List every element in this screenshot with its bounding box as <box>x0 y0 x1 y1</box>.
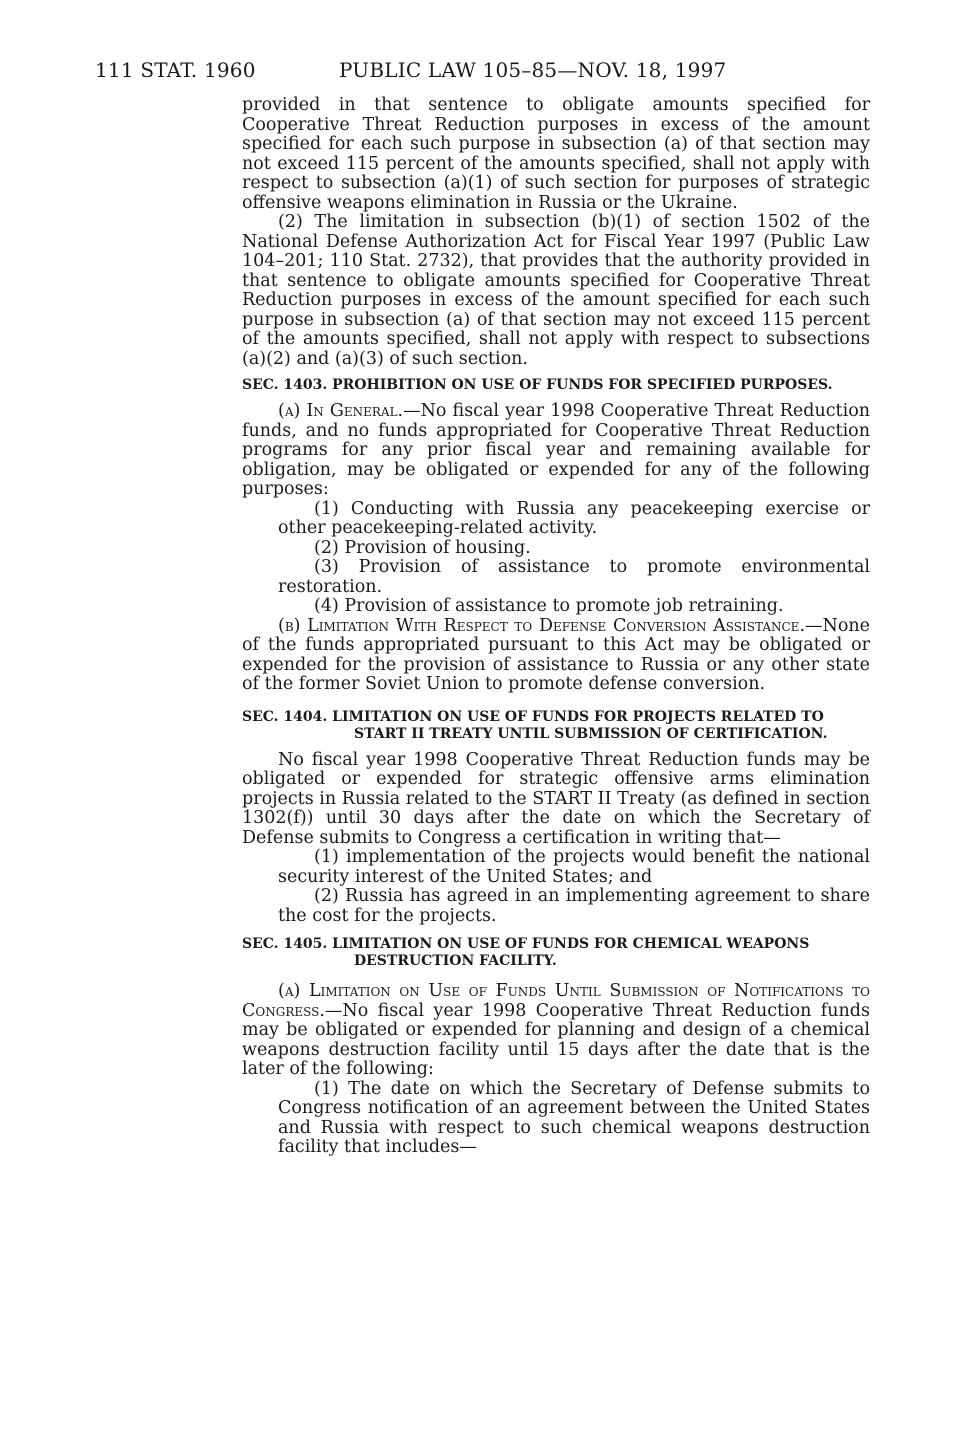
section-1404-2: (2) Russia has agreed in an implementing agreement to share the cost for the projects. <box>278 886 870 926</box>
section-1403-a-4: (4) Provision of assistance to promote job retraining. <box>314 596 784 616</box>
section-1403-b <box>242 617 870 695</box>
page-body <box>242 96 870 1158</box>
paragraph-2: (2) The limitation in subsection (b)(1) of section 1502 of the National Defense Authorization Act for Fiscal Year 1997 (Public Law 104–201; 110 Stat. 2732), that provides that the authority provided in that sentence to obligate amounts specified for Cooperative Threat Reduction purposes in excess of the amount specified for each such purpose in subsection (a) of that section may not exceed 115 percent of the amounts specified, shall not apply with respect to subsections (a)(2) and (a)(3) of such section. <box>242 212 870 369</box>
section-1403-a <box>242 402 870 500</box>
section-1404-1: (1) implementation of the projects would benefit the national security interest of the United States; and <box>278 847 870 887</box>
public-law-citation: PUBLIC LAW 105–85—NOV. 18, 1997 <box>339 58 727 82</box>
section-1403-heading: SEC. 1403. PROHIBITION ON USE OF FUNDS FOR SPECIFIED PURPOSES. <box>242 377 833 393</box>
section-1404-heading: SEC. 1404. LIMITATION ON USE OF FUNDS FOR PROJECTS RELATED TO START II TREATY UNTIL SUBMISSION OF CERTIFICATION. <box>242 708 828 742</box>
section-1403-a-text: —No fiscal year 1998 Cooperative Threat Reduction funds, and no funds appropriated for Cooperative Threat Reduction programs for any prior fiscal year and remaining available for obligation, may be obligated or expended for any of the following purposes: <box>242 401 870 499</box>
section-1404-text: No fiscal year 1998 Cooperative Threat Reduction funds may be obligated or expended for strategic offensive arms elimination projects in Russia related to the START II Treaty (as defined in section 1302(f)) until 30 days after the date on which the Secretary of Defense submits to Congress a certification in writing that— <box>242 749 870 848</box>
statute-page-number: 111 STAT. 1960 <box>95 58 256 82</box>
section-1405-a-1: (1) The date on which the Secretary of Defense submits to Congress notification of an agreement between the United States and Russia with respect to such chemical weapons destruction facility that includes— <box>278 1078 870 1157</box>
section-1403-a-1: (1) Conducting with Russia any peacekeeping exercise or other peacekeeping-related activity. <box>278 498 870 538</box>
section-1405-a-heading: (a) Limitation on Use of Funds Until Submission of Notifications to Congress. <box>242 981 870 1021</box>
section-1405-a-text: —No fiscal year 1998 Cooperative Threat Reduction funds may be obligated or expended for planning and design of a chemical weapons destruction facility until 15 days after the date that is the later of the following: <box>242 1000 870 1079</box>
section-1405-heading: SEC. 1405. LIMITATION ON USE OF FUNDS FOR CHEMICAL WEAPONS DESTRUCTION FACILITY. <box>242 936 810 969</box>
section-1403-a-3: (3) Provision of assistance to promote environmental restoration. <box>278 557 870 597</box>
section-1403-a-heading: (a) In General. <box>278 401 404 421</box>
section-1405-a <box>242 982 870 1080</box>
section-1403-a-2: (2) Provision of housing. <box>314 537 531 558</box>
section-1403-b-text: —None of the funds appropriated pursuant to this Act may be obligated or expended for the provision of assistance to Russia or any other state of the former Soviet Union to promote defense conversion. <box>242 615 870 694</box>
paragraph-continued: provided in that sentence to obligate amounts specified for Cooperative Threat Reduction purposes in excess of the amount specified for each such purpose in subsection (a) of that section may not exceed 115 percent of the amounts specified, shall not apply with respect to subsection (a)(1) of such section for purposes of strategic offensive weapons elimination in Russia or the Ukraine. <box>242 95 870 213</box>
section-1403-b-heading: (b) Limitation With Respect to Defense Conversion Assistance. <box>278 615 806 636</box>
